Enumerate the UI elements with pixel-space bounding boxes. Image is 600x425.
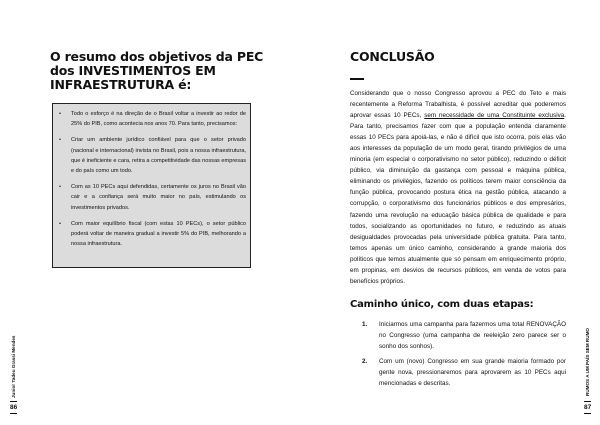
subheading: Caminho único, com duas etapas: [350,299,534,310]
heading-rule [350,78,364,80]
bullet-icon: • [59,220,61,227]
left-running-header: Junior Tadeu Grassi Mendes [11,335,16,398]
step-item: 1. Iniciarmos uma campanha para fazermos uma total RENOVAÇÃO no Congresso (uma campanha de reeleição zero parece ser o sonho dos sonhos). [362,321,566,350]
bullet-item: • Com as 10 PECs aqui defendidas, certamente os juros no Brasil vão cair e a confiança será muito maior no país, estimulando os investimentos privados. [59,184,246,211]
bullet-icon: • [59,184,61,191]
conclusion-paragraph: Considerando que o nosso Congresso aprovou a PEC do Teto e mais recentemente a Reforma Trabalhista, é possível acreditar que poderemos aprovar essas 10 PECs, sem necessidade de uma Constituinte exclusiva. Para tanto, precisamos fazer com que a população entenda claramente essas 10 PECs para apoiá-las, e não é difícil que isto ocorra, pois elas vão aos interesses da população de um modo geral, tirando privilégios de uma minoria (em especial o corporativismo no setor público), reduzindo o déficit público, via diminuição da gastança com pessoal e máquina pública, eliminando os privilégios, fazendo os políticos terem maior consciência da função pública, provocando postura ética na gestão pública, atacando a corrupção, o corporativismo dos funcionários públicos e dos empresários, fazendo uma revolução na educação básica pública de qualidade e para todos, socializando as oportunidades no futuro, e reduzindo as atuais desigualdades provocadas pela universidade pública gratuita. Para tanto, temos apenas um único caminho, considerando a grande maioria dos políticos que temos atualmente que só pensam em enriquecimento próprio, em propinas, em desvios de recursos públicos, em venda de votos para benefícios próprios. [350,90,567,285]
left-page-heading: O resumo dos objetivos da PEC dos INVESTIMENTOS EM INFRAESTRUTURA é: [50,49,264,92]
left-page-number: 86 [10,401,17,414]
right-running-header: RUMOS A UM PAÍS SEM RUMO [585,328,590,396]
steps-list [362,320,566,395]
bullet-item: • Criar um ambiente jurídico confiável para que o setor privado (nacional e internacional) invista no Brasil, pois a nossa infraestrutura, que é ineficiente e cara, retira a competitividade das nossas empresas e do país como um todo. [59,137,246,175]
right-page-heading: CONCLUSÃO [350,49,435,64]
summary-box [52,103,251,268]
bullet-icon: • [59,137,61,144]
bullet-item: • Com maior equilíbrio fiscal (com estas 10 PECs), o setor público poderá voltar de maneira gradual a investir 5% do PIB, melhorando a nossa infraestrutura. [59,220,246,248]
right-page-number: 87 [584,401,591,414]
bullet-item: • Todo o esforço é na direção de o Brasil voltar a investir ao redor de 25% do PIB, como acontecia nos anos 70. Para tanto, precisamos: [59,111,246,128]
bullet-icon: • [59,111,61,117]
step-item: 2. Com um (novo) Congresso em sua grande maioria formado por gente nova, pressionaremos para aprovarem as 10 PECs aqui mencionadas e descritas. [362,358,566,387]
